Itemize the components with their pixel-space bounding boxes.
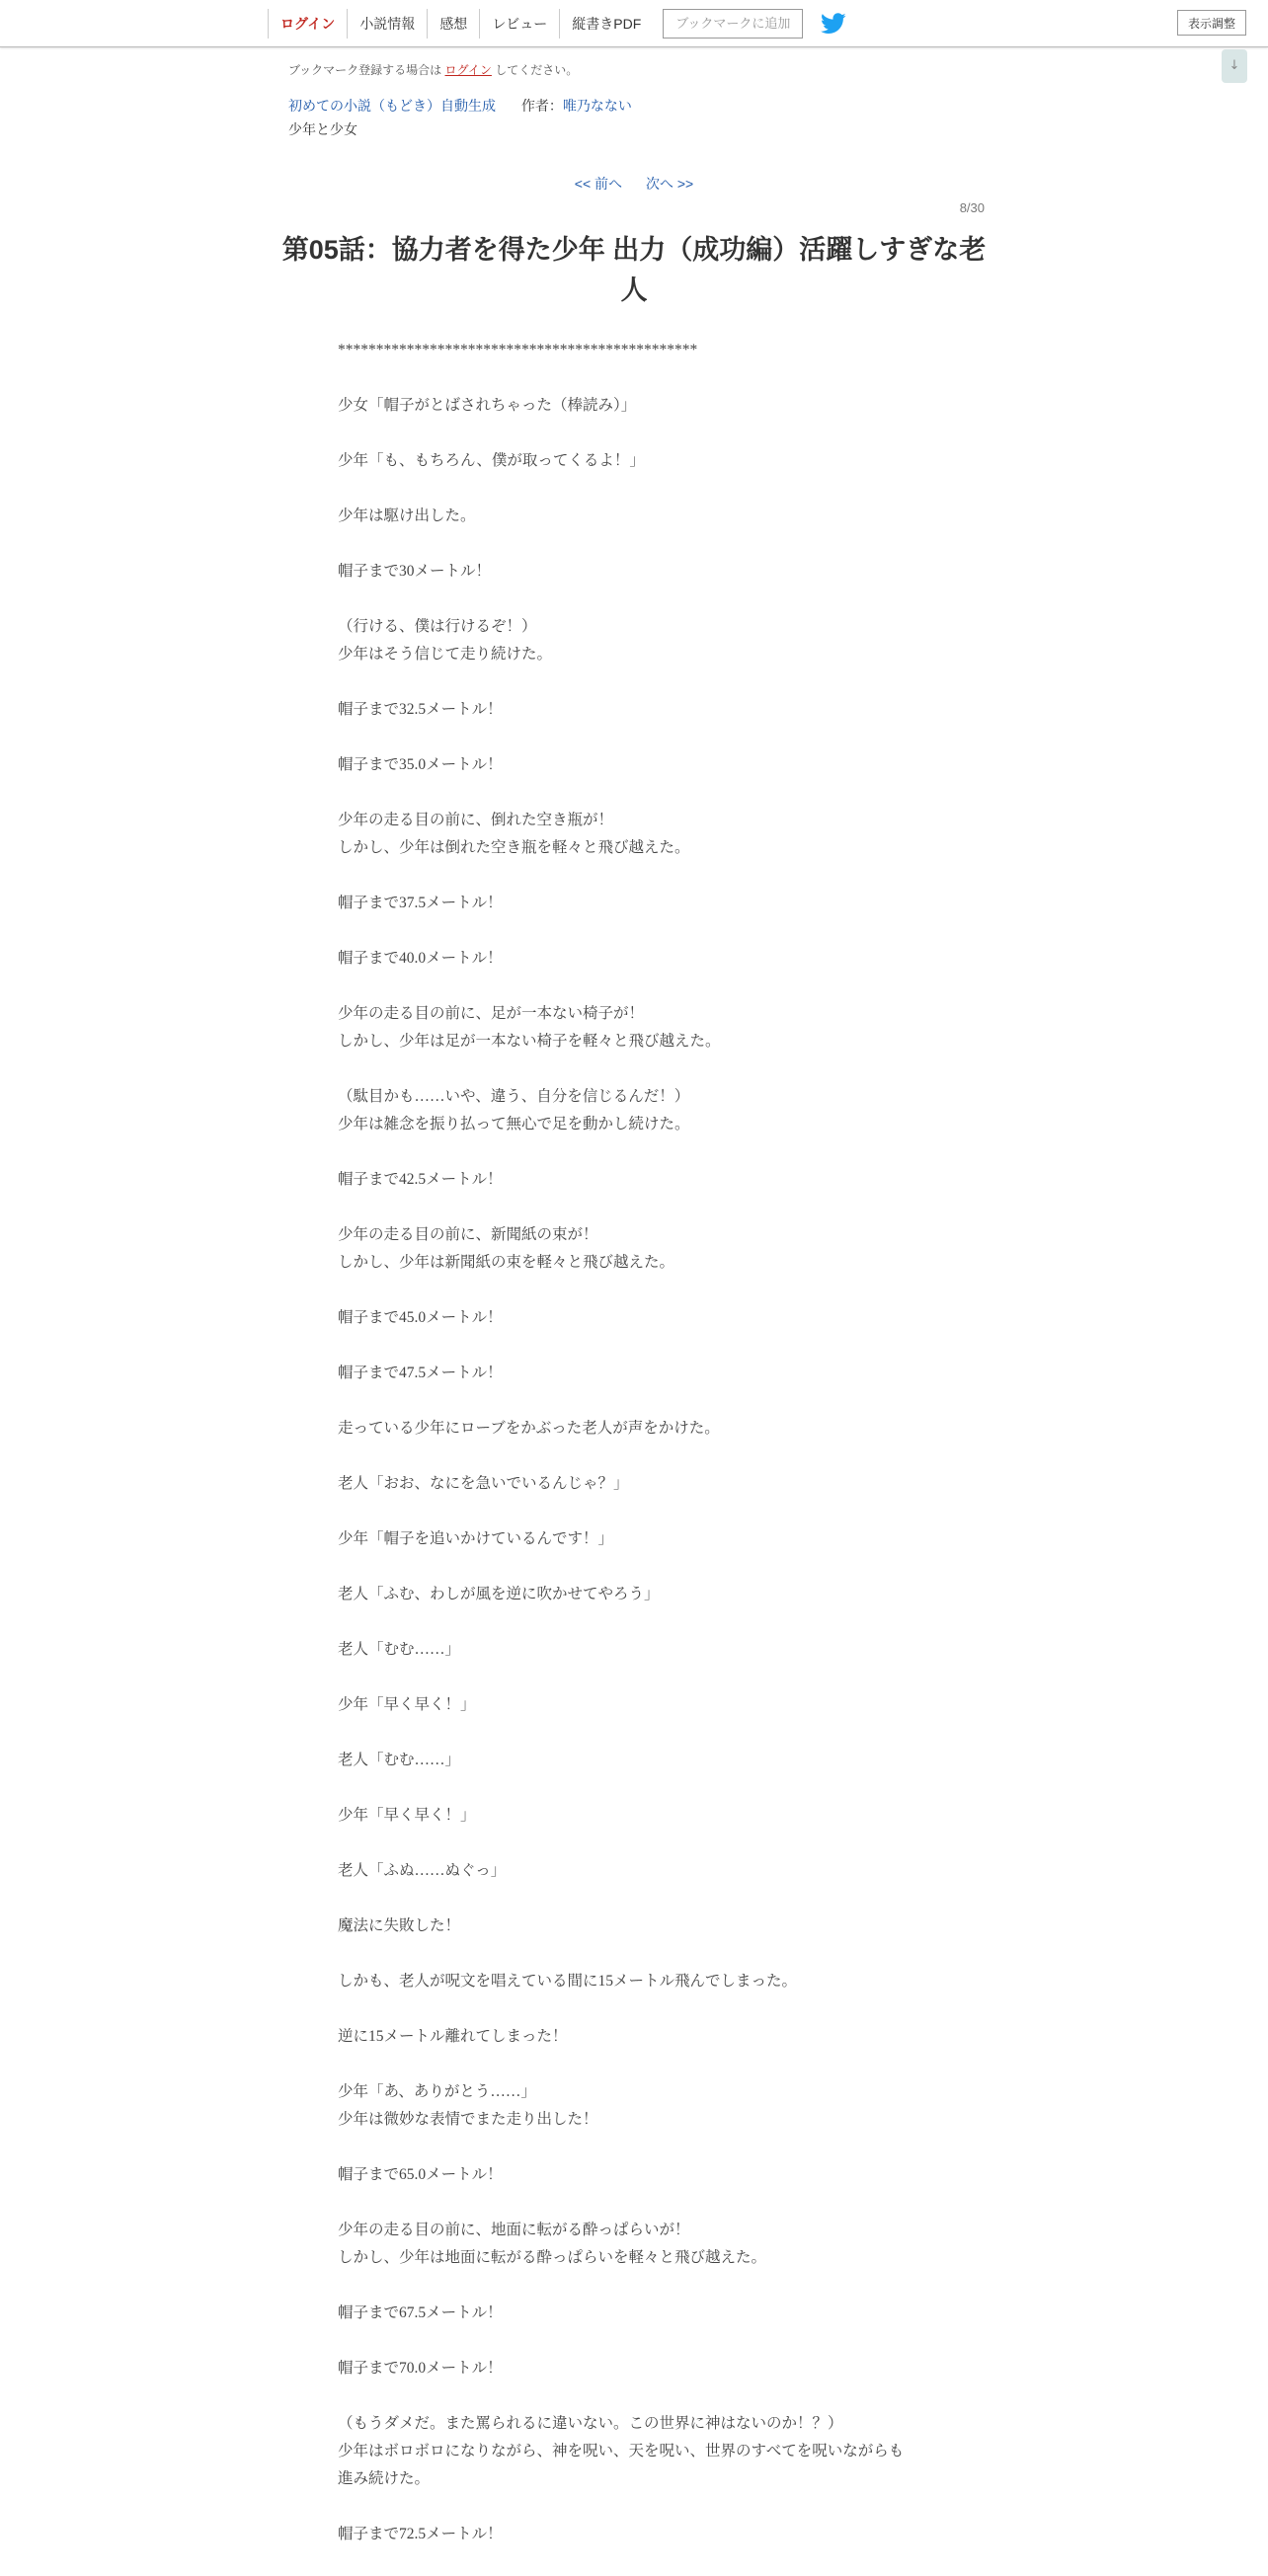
body-paragraph	[338, 696, 950, 724]
body-line: 少年「早く早く！」	[338, 1696, 476, 1713]
nav-review-link[interactable]: レビュー	[479, 9, 559, 39]
body-line: 少年はボロボロになりながら、神を呪い、天を呪い、世界のすべてを呪いながらも	[338, 2443, 905, 2459]
scroll-down-button[interactable]: ↓	[1222, 49, 1247, 83]
body-paragraph	[338, 2023, 950, 2051]
body-paragraph	[338, 1691, 950, 1719]
chapter-group: 少年と少女	[288, 121, 357, 137]
body-paragraph	[338, 1747, 950, 1774]
body-line: 少年の走る目の前に、新聞紙の束が！	[338, 1226, 598, 1243]
body-line: 帽子まで67.5メートル！	[338, 2304, 503, 2321]
body-line: 少年の走る目の前に、足が一本ない椅子が！	[338, 1005, 645, 1022]
body-line: 老人「ふむ、わしが風を逆に吹かせてやろう」	[338, 1586, 660, 1602]
body-paragraph	[338, 503, 950, 530]
body-line: 逆に15メートル離れてしまった！	[338, 2028, 568, 2045]
body-line: 少年の走る目の前に、地面に転がる酔っぱらいが！	[338, 2222, 690, 2238]
body-line: ***********************************************	[338, 342, 698, 358]
body-line: 帽子まで65.0メートル！	[338, 2166, 503, 2183]
body-paragraph	[338, 807, 950, 862]
body-paragraph	[338, 1581, 950, 1608]
bookmark-note-text: ブックマーク登録する場合は	[288, 63, 442, 77]
body-paragraph	[338, 1304, 950, 1332]
episode-body	[338, 337, 950, 2576]
body-line: 帽子まで35.0メートル！	[338, 756, 503, 773]
body-paragraph	[338, 2078, 950, 2134]
body-line: 老人「むむ……」	[338, 1641, 461, 1658]
episode-count: 8/30	[959, 200, 985, 215]
novel-title-link[interactable]: 初めての小説（もどき）自動生成	[288, 98, 496, 114]
episode-pager	[0, 174, 1268, 194]
body-paragraph	[338, 1525, 950, 1553]
author-label: 作者：	[520, 98, 563, 114]
body-paragraph	[338, 337, 950, 364]
episode-title: 第05話：協力者を得た少年 出力（成功編）活躍しすぎな老人	[281, 235, 987, 305]
body-paragraph	[338, 890, 950, 917]
add-bookmark-button[interactable]: ブックマークに追加	[663, 9, 803, 39]
nav-vertical-pdf-link[interactable]: 縦書きPDF	[559, 9, 653, 39]
body-line: しかし、少年は倒れた空き瓶を軽々と飛び越えた。	[338, 839, 690, 856]
body-paragraph	[338, 1968, 950, 1995]
body-line: 走っている少年にローブをかぶった老人が声をかけた。	[338, 1420, 720, 1437]
body-paragraph	[338, 2217, 950, 2272]
display-settings-button[interactable]: 表示調整	[1177, 10, 1246, 36]
body-paragraph	[338, 1360, 950, 1387]
body-line: しかし、少年は地面に転がる酔っぱらいを軽々と飛び越えた。	[338, 2249, 767, 2266]
body-paragraph	[338, 1221, 950, 1277]
body-paragraph	[338, 1857, 950, 1885]
body-line: 進み続けた。	[338, 2470, 431, 2487]
body-paragraph	[338, 447, 950, 475]
body-paragraph	[338, 1470, 950, 1498]
body-paragraph	[338, 558, 950, 585]
body-paragraph	[338, 613, 950, 668]
body-paragraph	[338, 1083, 950, 1138]
body-paragraph	[338, 1636, 950, 1664]
body-paragraph	[338, 1000, 950, 1055]
bookmark-note-text-end: してください。	[495, 63, 579, 77]
body-line: 帽子まで40.0メートル！	[338, 950, 503, 967]
body-line: 帽子まで45.0メートル！	[338, 1309, 503, 1326]
body-paragraph	[338, 1166, 950, 1194]
body-line: 少年は駆け出した。	[338, 507, 476, 524]
body-paragraph	[338, 1802, 950, 1830]
prev-episode-link[interactable]: << 前へ	[574, 176, 623, 192]
bookmark-login-note	[288, 61, 578, 78]
body-paragraph	[338, 751, 950, 779]
body-paragraph	[338, 1415, 950, 1443]
body-paragraph	[338, 2300, 950, 2327]
body-line: 少年の走る目の前に、倒れた空き瓶が！	[338, 812, 614, 828]
novel-meta	[288, 96, 632, 116]
bookmark-login-link[interactable]: ログイン	[444, 63, 492, 77]
body-line: 少女「帽子がとばされちゃった（棒読み）」	[338, 397, 637, 414]
body-line: （駄目かも……いや、違う、自分を信じるんだ！）	[338, 1088, 690, 1105]
body-line: 老人「むむ……」	[338, 1752, 461, 1768]
author-link[interactable]: 唯乃なない	[562, 98, 632, 114]
body-line: 少年「帽子を追いかけているんです！」	[338, 1530, 614, 1547]
body-line: 少年は微妙な表情でまた走り出した！	[338, 2111, 598, 2128]
body-line: （行ける、僕は行けるぞ！）	[338, 618, 537, 635]
body-line: 少年「あ、ありがとう……」	[338, 2083, 536, 2100]
body-paragraph	[338, 1912, 950, 1940]
body-paragraph	[338, 2410, 950, 2493]
body-line: しかし、少年は新聞紙の束を軽々と飛び越えた。	[338, 1254, 675, 1271]
body-line: 帽子まで37.5メートル！	[338, 895, 503, 911]
body-line: しかも、老人が呪文を唱えている間に15メートル飛んでしまった。	[338, 1973, 798, 1990]
body-line: しかし、少年は足が一本ない椅子を軽々と飛び越えた。	[338, 1033, 721, 1050]
twitter-share-icon[interactable]	[821, 13, 846, 35]
body-paragraph	[338, 392, 950, 420]
body-line: 帽子まで30メートル！	[338, 563, 492, 580]
nav-login-link[interactable]: ログイン	[268, 9, 347, 39]
body-line: 少年はそう信じて走り続けた。	[338, 646, 553, 663]
body-line: 帽子まで47.5メートル！	[338, 1365, 503, 1381]
nav-menu	[268, 0, 846, 46]
body-line: 少年は雑念を振り払って無心で足を動かし続けた。	[338, 1116, 690, 1132]
body-paragraph	[338, 2161, 950, 2189]
body-line: 魔法に失敗した！	[338, 1917, 461, 1934]
body-line: 少年「も、もちろん、僕が取ってくるよ！」	[338, 452, 645, 469]
body-line: 帽子まで70.0メートル！	[338, 2360, 503, 2377]
body-line: 帽子まで32.5メートル！	[338, 701, 503, 718]
body-paragraph	[338, 2355, 950, 2382]
body-line: 帽子まで42.5メートル！	[338, 1171, 503, 1188]
body-paragraph	[338, 945, 950, 973]
body-line: 少年「早く早く！」	[338, 1807, 476, 1824]
top-navigation-bar	[0, 0, 1268, 47]
body-line: 老人「おお、なにを急いでいるんじゃ？」	[338, 1475, 629, 1492]
nav-novel-info-link[interactable]: 小説情報	[347, 9, 427, 39]
body-paragraph	[338, 2521, 950, 2548]
body-line: （もうダメだ。また罵られるに違いない。この世界に神はないのか！？）	[338, 2415, 843, 2432]
nav-impressions-link[interactable]: 感想	[427, 9, 479, 39]
next-episode-link[interactable]: 次へ >>	[645, 176, 694, 192]
body-line: 老人「ふぬ……ぬぐっ」	[338, 1862, 507, 1879]
body-line: 帽子まで72.5メートル！	[338, 2526, 503, 2542]
